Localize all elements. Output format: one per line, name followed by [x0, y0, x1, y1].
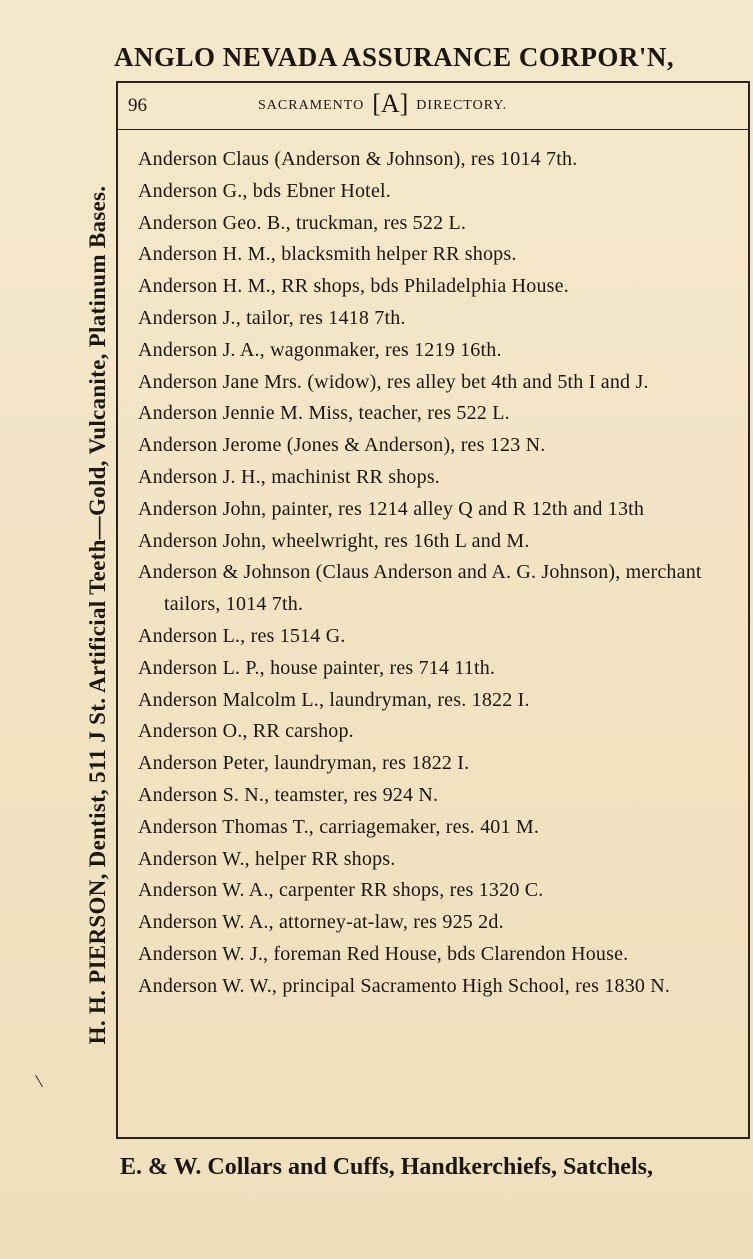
directory-entry: Anderson W. W., principal Sacramento High School, res 1830 N. — [138, 974, 671, 997]
directory-entry: Anderson Jane Mrs. (widow), res alley bet 4th and 5th I and J. — [138, 370, 649, 393]
header-section-letter: [A] — [372, 89, 409, 118]
directory-entry: Anderson H. M., RR shops, bds Philadelphia House. — [138, 275, 569, 298]
directory-entry: Anderson John, painter, res 1214 alley Q and R 12th and 13th — [138, 497, 645, 520]
directory-entry: Anderson S. N., teamster, res 924 N. — [138, 783, 439, 806]
header-directory-label: DIRECTORY. — [416, 98, 508, 113]
directory-entry: Anderson Thomas T., carriagemaker, res. 401 M. — [138, 815, 540, 838]
margin-pencil-mark — [35, 1071, 50, 1088]
directory-entry: Anderson W. A., attorney-at-law, res 925 2d. — [138, 911, 504, 934]
side-advertisement-text: H. H. PIERSON, Dentist, 511 J St. Artificial Teeth—Gold, Vulcanite, Platinum Bases. — [85, 185, 110, 1045]
directory-entry: Anderson H. M., blacksmith helper RR shops. — [138, 243, 517, 266]
directory-entry-list — [138, 144, 740, 1003]
directory-entry: Anderson L. P., house painter, res 714 11th. — [138, 656, 496, 679]
directory-entry: Anderson J. A., wagonmaker, res 1219 16th. — [138, 338, 502, 361]
directory-entry: Anderson W., helper RR shops. — [138, 847, 396, 870]
directory-entry: Anderson Jennie M. Miss, teacher, res 522 L. — [138, 402, 510, 425]
directory-entry: Anderson W. A., carpenter RR shops, res 1320 C. — [138, 879, 544, 902]
bottom-advertisement-banner: E. & W. Collars and Cuffs, Handkerchiefs, Satchels, — [120, 1154, 653, 1180]
page-frame — [116, 81, 750, 1139]
top-advertisement-banner: ANGLO NEVADA ASSURANCE CORPOR'N, — [114, 42, 675, 72]
directory-entry: Anderson G., bds Ebner Hotel. — [138, 179, 391, 202]
directory-entry: Anderson Jerome (Jones & Anderson), res 123 N. — [138, 434, 546, 457]
directory-entry: Anderson Claus (Anderson & Johnson), res 1014 7th. — [138, 148, 578, 170]
directory-entry: Anderson L., res 1514 G. — [138, 624, 346, 647]
header-city: SACRAMENTO — [258, 98, 365, 113]
directory-entry: Anderson Geo. B., truckman, res 522 L. — [138, 211, 467, 234]
directory-entry: Anderson J., tailor, res 1418 7th. — [138, 306, 406, 329]
header-divider — [118, 129, 748, 130]
directory-entry: Anderson J. H., machinist RR shops. — [138, 465, 440, 488]
directory-entry: Anderson Malcolm L., laundryman, res. 1822 I. — [138, 688, 530, 711]
directory-entry: Anderson O., RR carshop. — [138, 720, 354, 743]
directory-entry: Anderson W. J., foreman Red House, bds Clarendon House. — [138, 942, 629, 965]
directory-entry: Anderson & Johnson (Claus Anderson and A. G. Johnson), merchant tailors, 1014 7th. — [138, 561, 702, 616]
running-header — [128, 89, 738, 123]
directory-entry: Anderson John, wheelwright, res 16th L and M. — [138, 529, 530, 552]
page-number: 96 — [128, 95, 147, 116]
directory-entry: Anderson Peter, laundryman, res 1822 I. — [138, 752, 470, 775]
